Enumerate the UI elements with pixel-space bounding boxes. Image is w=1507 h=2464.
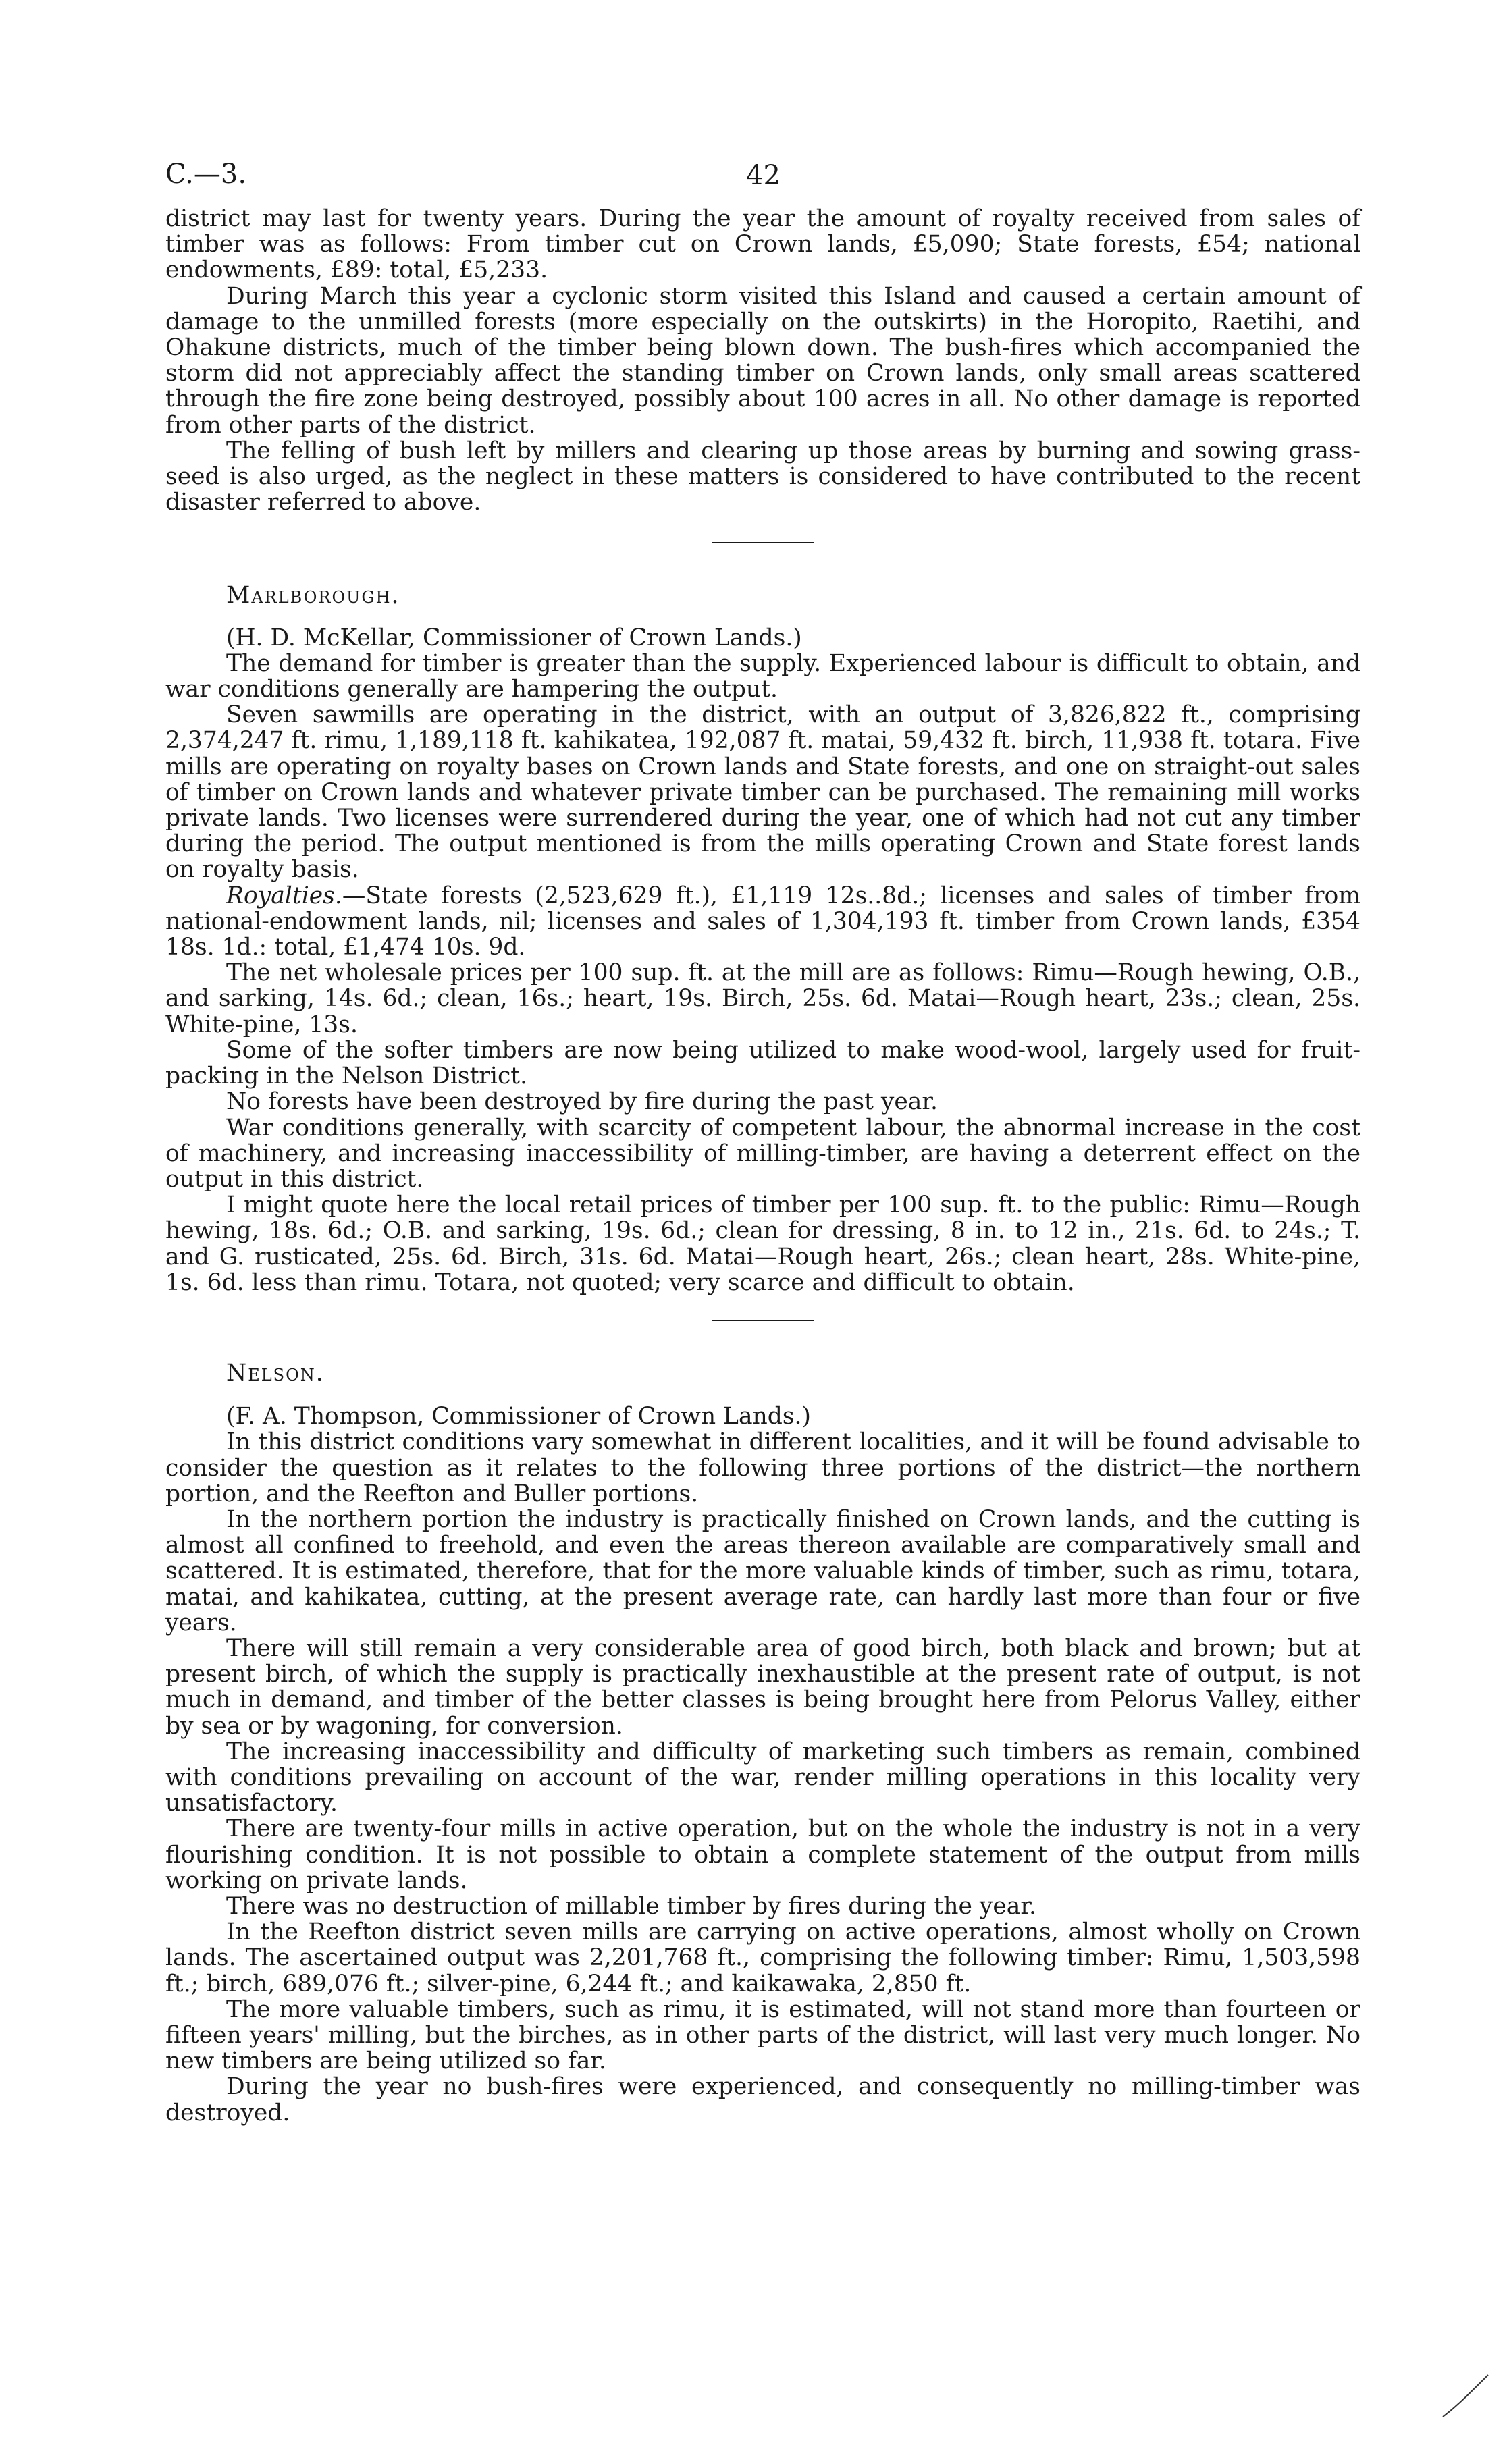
- royalties-text: —State forests (2,523,629 ft.), £1,119 12s..8d.; licenses and sales of timber from national-endowment lands, nil; licenses and sales of 1,304,193 ft. timber from Crown lands, £354 18s. 1d.: total, £1,474 10s. 9d.: [165, 882, 1360, 961]
- paragraph: The felling of bush left by millers and clearing up those areas by burning and sowing grass-seed is also urged, as the neglect in these matters is considered to have contributed to the recent disaster referred to above.: [165, 437, 1360, 516]
- paragraph: During the year no bush-fires were experienced, and consequently no milling-timber was destroyed.: [165, 2073, 1360, 2126]
- paragraph: No forests have been destroyed by fire during the past year.: [226, 1088, 938, 1116]
- paragraph: In this district conditions vary somewhat in different localities, and it will be found advisable to consider the question as it relates to the following three portions of the district—the northern portion, and the Reefton and Buller portions.: [165, 1428, 1360, 1507]
- paragraph: Seven sawmills are operating in the district, with an output of 3,826,822 ft., comprising 2,374,247 ft. rimu, 1,189,118 ft. kahikatea, 192,087 ft. matai, 59,432 ft. birch, 11,938 ft. totara. Five mills are operating on royalty bases on Crown lands and State forests, and one on straight-out sales of timber on Crown lands and whatever private timber can be purchased. The remaining mill works private lands. Two licenses were surrendered during the year, one of which had not cut any timber during the period. The output mentioned is from the mills operating Crown and State forest lands on royalty basis.: [165, 701, 1360, 884]
- commissioner-line: (F. A. Thompson, Commissioner of Crown Lands.): [226, 1403, 811, 1430]
- marlborough-section: [165, 583, 1360, 1295]
- intro-section: [165, 206, 1360, 515]
- paragraph: I might quote here the local retail prices of timber per 100 sup. ft. to the public: Rimu—Rough hewing, 18s. 6d.; O.B. and sarking, 19s. 6d.; clean for dressing, 8 in. to 12 in., 21s. 6d. to 24s.; T. and G. rusticated, 25s. 6d. Birch, 31s. 6d. Matai—Rough heart, 26s.; clean heart, 28s. White-pine, 1s. 6d. less than rimu. Totara, not quoted; very scarce and difficult to obtain.: [165, 1191, 1360, 1296]
- royalties-label: Royalties.: [226, 882, 342, 909]
- commissioner-line: (H. D. McKellar, Commissioner of Crown Lands.): [226, 624, 802, 651]
- paragraph: Some of the softer timbers are now being utilized to make wood-wool, largely used for fruit-packing in the Nelson District.: [165, 1036, 1360, 1090]
- royalties-paragraph: [165, 883, 1360, 961]
- paragraph: There was no destruction of millable timber by fires during the year.: [226, 1892, 1037, 1920]
- paragraph: There are twenty-four mills in active operation, but on the whole the industry is not in a very flourishing condition. It is not possible to obtain a complete statement of the output from mills working on private lands.: [165, 1815, 1360, 1894]
- paragraph: There will still remain a very considerable area of good birch, both black and brown; but at present birch, of which the supply is practically inexhaustible at the present rate of output, is not much in demand, and timber of the better classes is being brought here from Pelorus Valley, either by sea or by wagoning, for conversion.: [165, 1634, 1360, 1740]
- section-divider: [712, 1320, 814, 1321]
- paragraph: War conditions generally, with scarcity of competent labour, the abnormal increase in the cost of machinery, and increasing inaccessibility of milling-timber, are having a deterrent effect on the output in this district.: [165, 1114, 1360, 1193]
- page-number: 42: [746, 160, 781, 191]
- paragraph: In the northern portion the industry is practically finished on Crown lands, and the cutting is almost all confined to freehold, and even the areas thereon available are comparatively small and scattered. It is estimated, therefore, that for the more valuable kinds of timber, such as rimu, totara, matai, and kahikatea, cutting, at the present average rate, can hardly last more than four or five years.: [165, 1505, 1360, 1636]
- page-header: [165, 145, 1360, 206]
- paragraph: During March this year a cyclonic storm visited this Island and caused a certain amount of damage to the unmilled forests (more especially on the outskirts) in the Horopito, Raetihi, and Ohakune districts, much of the timber being blown down. The bush-fires which accompanied the storm did not appreciably affect the standing timber on Crown lands, only small areas scattered through the fire zone being destroyed, possibly about 100 acres in all. No other damage is reported from other parts of the district.: [165, 282, 1360, 439]
- paragraph: The more valuable timbers, such as rimu, it is estimated, will not stand more than fourteen or fifteen years' milling, but the birches, as in other parts of the district, will last very much longer. No new timbers are being utilized so far.: [165, 1996, 1360, 2075]
- paragraph: district may last for twenty years. During the year the amount of royalty received from sales of timber was as follows: From timber cut on Crown lands, £5,090; State forests, £54; national endowments, £89: total, £5,233.: [165, 205, 1360, 284]
- nelson-section: [165, 1360, 1360, 2126]
- paragraph: The net wholesale prices per 100 sup. ft. at the mill are as follows: Rimu—Rough hewing, O.B., and sarking, 14s. 6d.; clean, 16s.; heart, 19s. Birch, 25s. 6d. Matai—Rough heart, 23s.; clean, 25s. White-pine, 13s.: [165, 959, 1360, 1038]
- page-content: [165, 145, 1360, 2126]
- section-title: Marlborough.: [226, 582, 400, 610]
- paragraph: In the Reefton district seven mills are carrying on active operations, almost wholly on Crown lands. The ascertained output was 2,201,768 ft., comprising the following timber: Rimu, 1,503,598 ft.; birch, 689,076 ft.; silver-pine, 6,244 ft.; and kaikawaka, 2,850 ft.: [165, 1919, 1360, 1998]
- section-divider: [712, 542, 814, 543]
- section-title: Nelson.: [226, 1359, 325, 1387]
- paragraph: The demand for timber is greater than the supply. Experienced labour is difficult to obtain, and war conditions generally are hampering the output.: [165, 649, 1360, 703]
- pen-mark: [1439, 2369, 1493, 2423]
- document-reference: C.—3.: [165, 159, 247, 190]
- paragraph: The increasing inaccessibility and difficulty of marketing such timbers as remain, combined with conditions prevailing on account of the war, render milling operations in this locality very unsatisfactory.: [165, 1738, 1360, 1817]
